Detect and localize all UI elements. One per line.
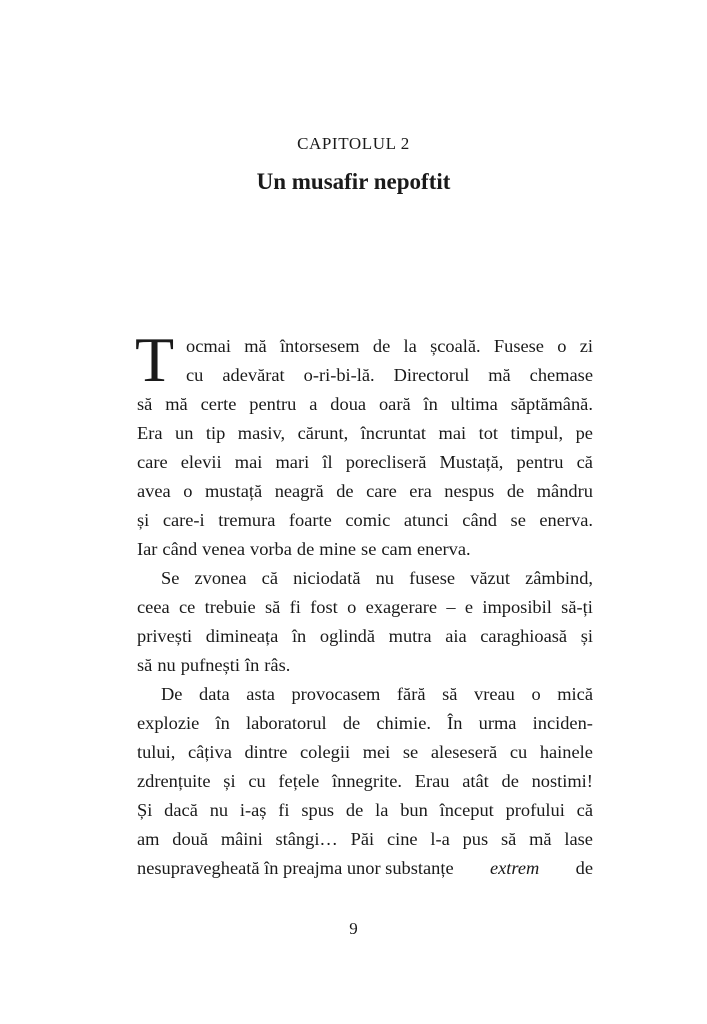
word: colegii [300, 742, 351, 762]
word: de [501, 771, 519, 791]
word: caraghioasă [480, 626, 568, 646]
word: ultima [450, 394, 498, 414]
word: Se [161, 568, 180, 588]
word: asta [246, 684, 275, 704]
word: fără [396, 684, 426, 704]
word: cine [386, 829, 418, 849]
word: pentru [249, 394, 297, 414]
word: de [342, 713, 361, 733]
word: se [361, 539, 377, 559]
text-line [137, 390, 593, 419]
text-line [137, 796, 593, 825]
word: l-a [430, 829, 450, 849]
text-line [137, 738, 593, 767]
word: mustață [204, 481, 263, 501]
word: și [223, 771, 236, 791]
word: râs. [264, 655, 291, 675]
word: câțiva [187, 742, 232, 762]
word: Era [137, 423, 163, 443]
word: dintre [244, 742, 288, 762]
text-segment: nesupravegheată în preajma unor substanțe [137, 858, 454, 878]
word: la [375, 800, 389, 820]
text-line [137, 854, 593, 883]
word: mai [234, 452, 263, 472]
word: i-aș [239, 800, 267, 820]
word: Și [137, 800, 153, 820]
page-number: 9 [349, 919, 358, 938]
word: neagră [274, 481, 324, 501]
word: mine [319, 539, 357, 559]
word: să [500, 829, 517, 849]
word: școală. [430, 336, 481, 356]
word: era [409, 481, 432, 501]
word: nu [375, 568, 394, 588]
word: încruntat [360, 423, 427, 443]
word: să [442, 684, 458, 704]
word: laboratorul [245, 713, 327, 733]
text-line [137, 651, 593, 680]
word: că [576, 452, 593, 472]
word: pufnești [180, 655, 240, 675]
text-line [137, 825, 593, 854]
chapter-label: CAPITOLUL 2 [297, 134, 410, 153]
word: pe [575, 423, 593, 443]
word: urma [478, 713, 517, 733]
word: să [137, 655, 153, 675]
text-line [137, 332, 593, 361]
text-line [137, 709, 593, 738]
word: mutra [388, 626, 432, 646]
word: În [447, 713, 463, 733]
word: fi [278, 800, 290, 820]
word: vorba [250, 539, 292, 559]
word: când [462, 510, 497, 530]
text-line [137, 506, 593, 535]
word: comic [345, 510, 391, 530]
word: tip [205, 423, 226, 443]
word: Iar [137, 539, 158, 559]
word: porecliseră [345, 452, 427, 472]
word: mă [244, 336, 267, 356]
word: chimie. [376, 713, 431, 733]
word: cu [509, 742, 528, 762]
word: săptămână. [510, 394, 593, 414]
word: dacă [164, 800, 198, 820]
word: în [215, 713, 230, 733]
word: lase [564, 829, 593, 849]
word: pus [462, 829, 489, 849]
word: timpul, [510, 423, 564, 443]
text-line [137, 419, 593, 448]
word: să [137, 394, 153, 414]
word: exagerare [365, 597, 438, 617]
word: imposibil [482, 597, 552, 617]
word: zâmbind, [525, 568, 593, 588]
drop-cap: T [135, 324, 175, 395]
word: și [580, 626, 593, 646]
word: cam [381, 539, 413, 559]
word: enerva. [539, 510, 593, 530]
word: de [506, 481, 525, 501]
word: mari [275, 452, 310, 472]
word: o [183, 481, 193, 501]
word: mă [529, 829, 552, 849]
word: foarte [288, 510, 332, 530]
text-line [137, 767, 593, 796]
word: e [464, 597, 474, 617]
word: Erau [414, 771, 450, 791]
word: mă [165, 394, 188, 414]
word: să-ți [561, 597, 593, 617]
word: a [309, 394, 318, 414]
word: de [296, 539, 315, 559]
word: inciden- [532, 713, 593, 733]
word: se [510, 510, 526, 530]
word: o [347, 597, 357, 617]
word: ocmai [186, 336, 231, 356]
word: zvonea [194, 568, 247, 588]
word: mei [362, 742, 391, 762]
word: nespus [444, 481, 495, 501]
word: aleseseră [430, 742, 498, 762]
word: hainele [539, 742, 593, 762]
word: elevii [180, 452, 222, 472]
word: – [446, 597, 456, 617]
word: doua [330, 394, 367, 414]
word: avea [137, 481, 171, 501]
word: mă [488, 365, 511, 385]
word: început [439, 800, 494, 820]
word: la [403, 336, 417, 356]
text-segment: de [575, 858, 593, 878]
word: dimineața [205, 626, 279, 646]
word: un [175, 423, 194, 443]
word: ce [178, 597, 196, 617]
word: Fusese [493, 336, 544, 356]
text-line [137, 680, 593, 709]
word: Păi [350, 829, 375, 849]
word: masiv, [237, 423, 286, 443]
word: fețele [278, 771, 320, 791]
word: Directorul [393, 365, 470, 385]
chapter-title: Un musafir nepoftit [256, 169, 451, 194]
word: chemase [529, 365, 593, 385]
word: mâini [220, 829, 263, 849]
word: se [402, 742, 419, 762]
word: văzut [470, 568, 510, 588]
word: adevărat [222, 365, 285, 385]
word: pentru [516, 452, 564, 472]
word: oară [378, 394, 411, 414]
word: zdrențuite [137, 771, 211, 791]
word: în [244, 655, 260, 675]
word: trebuie [204, 597, 256, 617]
word: în [291, 626, 307, 646]
word: o-ri-bi-lă. [303, 365, 375, 385]
word: spus [301, 800, 335, 820]
word: cu [248, 771, 266, 791]
word: vreau [474, 684, 515, 704]
word: cărunt, [297, 423, 349, 443]
word: atunci [403, 510, 449, 530]
word: când [162, 539, 198, 559]
word: fost [310, 597, 338, 617]
word: fusese [409, 568, 456, 588]
word: de [336, 481, 354, 501]
word: enerva. [417, 539, 471, 559]
word: mândru [536, 481, 593, 501]
word: am [137, 829, 160, 849]
word: de [345, 800, 364, 820]
text-line [137, 593, 593, 622]
word: certe [200, 394, 237, 414]
word: care-i [162, 510, 205, 530]
word: care [366, 481, 397, 501]
word: nu [209, 800, 229, 820]
word: bun [400, 800, 428, 820]
word: o [557, 336, 567, 356]
word: ceea [137, 597, 170, 617]
text-line [137, 448, 593, 477]
word: Mustață, [439, 452, 504, 472]
word: o [531, 684, 541, 704]
word: privești [137, 626, 193, 646]
word: mică [557, 684, 593, 704]
word: nu [157, 655, 176, 675]
word: în [423, 394, 438, 414]
word: că [576, 800, 593, 820]
word: cu [186, 365, 204, 385]
text-line [137, 622, 593, 651]
word: care [137, 452, 168, 472]
word: și [137, 510, 150, 530]
word: tot [478, 423, 499, 443]
word: două [172, 829, 209, 849]
text-line [137, 564, 593, 593]
text-line [137, 477, 593, 506]
word: aia [445, 626, 467, 646]
word: stângi… [275, 829, 338, 849]
word: mai [438, 423, 467, 443]
word: nostimi! [531, 771, 593, 791]
word: De [161, 684, 183, 704]
word: provocasem [291, 684, 381, 704]
word: atât [462, 771, 489, 791]
text-line [137, 535, 593, 564]
word: oglindă [319, 626, 376, 646]
word: fi [289, 597, 301, 617]
word: data [199, 684, 230, 704]
word: tremura [218, 510, 276, 530]
word: profului [505, 800, 565, 820]
word: să [264, 597, 281, 617]
word: întorsesem [279, 336, 360, 356]
emphasized-word: extrem [489, 858, 540, 878]
word: de [372, 336, 391, 356]
word: explozie [137, 713, 200, 733]
body-text [135, 324, 593, 883]
word: zi [579, 336, 593, 356]
word: că [261, 568, 278, 588]
word: înnegrite. [332, 771, 402, 791]
word: venea [202, 539, 246, 559]
text-line [137, 361, 593, 390]
word: îl [322, 452, 333, 472]
word: tului, [137, 742, 176, 762]
word: niciodată [293, 568, 361, 588]
